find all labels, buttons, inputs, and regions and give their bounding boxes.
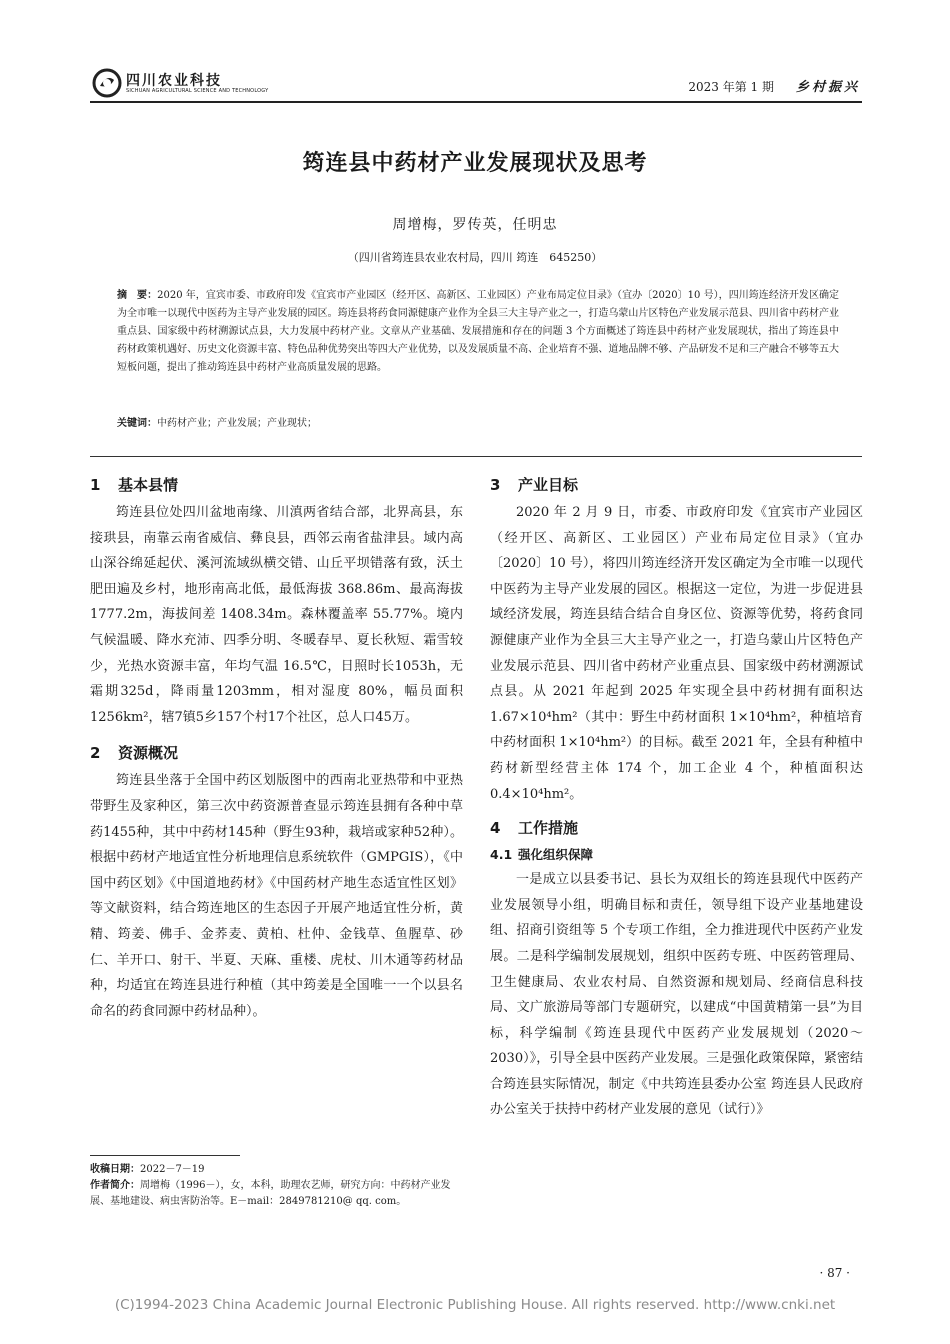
abstract	[117, 287, 839, 377]
keywords-text: 中药材产业；产业发展；产业现状；	[157, 418, 317, 429]
abstract-label: 摘 要：	[117, 290, 158, 301]
section-number: 3	[490, 476, 501, 494]
left-column	[90, 470, 463, 1032]
section-heading	[90, 738, 463, 768]
column-label: 乡村振兴	[795, 80, 860, 95]
keywords-label: 关键词：	[117, 418, 157, 429]
section-title: 基本县情	[118, 476, 179, 494]
issue-label: 2023 年第 1 期	[688, 80, 774, 94]
header-divider	[90, 101, 862, 103]
journal-logo-icon	[92, 68, 122, 98]
subsection-title: 强化组织保障	[518, 847, 594, 863]
received-date	[90, 1162, 463, 1178]
abstract-divider	[90, 456, 862, 457]
author-bio	[90, 1178, 463, 1210]
paragraph: 2020 年 2 月 9 日，市委、市政府印发《宜宾市产业园区（经开区、高新区、工业园区）产业布局定位目录》（宜办〔2020〕10 号），将四川筠连经济开发区确定为全市唯一以现代中医药为主导产业发展的园区。根据这一定位，为进一步促进县域经济发展，筠连县结合结合自身区位、资源等优势，将药食同源健康产业作为全县三大主导产业之一，打造乌蒙山片区特色产业发展示范县、四川省中药材产业重点县、国家级中药材溯源试点县。从 2021 年起到 2025 年实现全县中药材拥有面积达 1.67×10⁴hm²（其中：野生中药材面积 1×10⁴hm²，种植培育中药材面积 1×10⁴hm²）的目标。截至 2021 年，全县有种植中药材新型经营主体 174 个，加工企业 4 个，种植面积达 0.4×10⁴hm²。	[490, 505, 863, 802]
section-heading	[490, 813, 863, 843]
footnote	[90, 1162, 463, 1210]
paragraph: 一是成立以县委书记、县长为双组长的筠连县现代中医药产业发展领导小组，明确目标和责任，领导组下设产业基地建设组、招商引资组等 5 个专项工作组，全力推进现代中医药产业发展。二是科学编制发展规划，组织中医药专班、中医药管理局、卫生健康局、农业农村局、自然资源和规划局、经商信息科技局、文广旅游局等部门专题研究，以建成“中国黄精第一县”为目标，科学编制《筠连县现代中医药产业发展规划（2020～2030）》，引导全县中医药产业发展。三是强化政策保障，紧密结合筠连县实际情况，制定《中共筠连县委办公室 筠连县人民政府办公室关于扶持中药材产业发展的意见（试行）》	[490, 872, 863, 1118]
section-title: 资源概况	[118, 744, 179, 763]
section-number: 2	[90, 744, 101, 763]
section-number: 1	[90, 476, 101, 494]
section-title: 工作措施	[518, 819, 579, 838]
footnote-divider	[90, 1155, 240, 1156]
journal-name-en: SICHUAN AGRICULTURAL SCIENCE AND TECHNOLOGY	[126, 88, 269, 94]
page-number: · 87 ·	[819, 1266, 850, 1280]
right-column	[490, 470, 863, 1129]
article-affiliation: （四川省筠连县农业农村局，四川 筠连 645250）	[347, 251, 603, 264]
received-value: 2022－7－19	[140, 1164, 205, 1175]
article-title: 筠连县中药材产业发展现状及思考	[302, 151, 648, 176]
journal-name: 四川农业科技	[126, 73, 222, 89]
section-heading	[490, 470, 863, 500]
received-label: 收稿日期：	[90, 1164, 140, 1175]
abstract-text: 2020 年，宜宾市委、市政府印发《宜宾市产业园区（经开区、高新区、工业园区）产业布局定位目录》（宜办〔2020〕10 号），四川筠连经济开发区确定为全市唯一以现代中医药为主导产业发展的园区。筠连县将药食同源健康产业作为全县三大主导产业之一，打造乌蒙山片区特色产业发展示范县、四川省中药材产业重点县、国家级中药材溯源试点县，大力发展中药材产业。文章从产业基础、发展措施和存在的问题 3 个方面概述了筠连县中药材产业发展现状，指出了筠连县中药材政策机遇好、历史文化资源丰富、特色品种优势突出等四大产业优势，以及发展质量不高、企业培育不强、道地品牌不够、产品研发不足和三产融合不够等五大短板问题，提出了推动筠连县中药材产业高质量发展的思路。	[117, 290, 840, 373]
subsection-number: 4.1	[490, 847, 513, 863]
section-heading	[90, 470, 463, 500]
journal-logo	[92, 68, 292, 104]
author-bio-label: 作者简介：	[90, 1180, 140, 1191]
keywords	[117, 415, 839, 433]
section-title: 产业目标	[518, 476, 579, 494]
section-number: 4	[490, 819, 501, 838]
paragraph: 筠连县位处四川盆地南缘、川滇两省结合部，北界高县，东接珙县，南靠云南省威信、彝良县，西邻云南省盐津县。域内高山深谷绵延起伏、溪河流域纵横交错、山丘平坝错落有致，沃土肥田遍及乡村，地形南高北低，最低海拔 368.86m、最高海拔 1777.2m，海拔间差 1408.34m。森林覆盖率 55.77%。境内气候温暖、降水充沛、四季分明、冬暖春早、夏长秋短、霜雪较少，光热水资源丰富，年均气温 16.5℃，日照时长1053h，无霜期325d，降雨量1203mm，相对湿度 80%，幅员面积1256km²，辖7镇5乡157个村17个社区，总人口45万。	[90, 505, 463, 725]
subsection-heading	[490, 843, 863, 867]
paragraph: 筠连县坐落于全国中药区划版图中的西南北亚热带和中亚热带野生及家种区，第三次中药资源普查显示筠连县拥有各种中草药1455种，其中中药材145种（野生93种，栽培或家种52种）。根据中药材产地适宜性分析地理信息系统软件（GMPGIS），《中国中药区划》《中国道地药材》《中国药材产地生态适宜性区划》等文献资料，结合筠连地区的生态因子开展产地适宜性分析，黄精、筠姜、佛手、金荞麦、黄柏、杜仲、金钱草、鱼腥草、砂仁、羊开口、射干、半夏、天麻、重楼、虎杖、川木通等药材品种，均适宜在筠连县进行种植（其中筠姜是全国唯一一个以县名命名的药食同源中药材品种）。	[90, 773, 463, 1019]
author-bio-text: 周增梅（1996－），女，本科，助理农艺师，研究方向：中药材产业发展、基地建设、病虫害防治等。E－mail：2849781210@ qq. com。	[90, 1180, 451, 1207]
copyright-notice: (C)1994-2023 China Academic Journal Electronic Publishing House. All rights reserved. http://www.cnki.net	[114, 1297, 836, 1313]
article-authors: 周增梅，罗传英，任明忠	[392, 217, 558, 233]
